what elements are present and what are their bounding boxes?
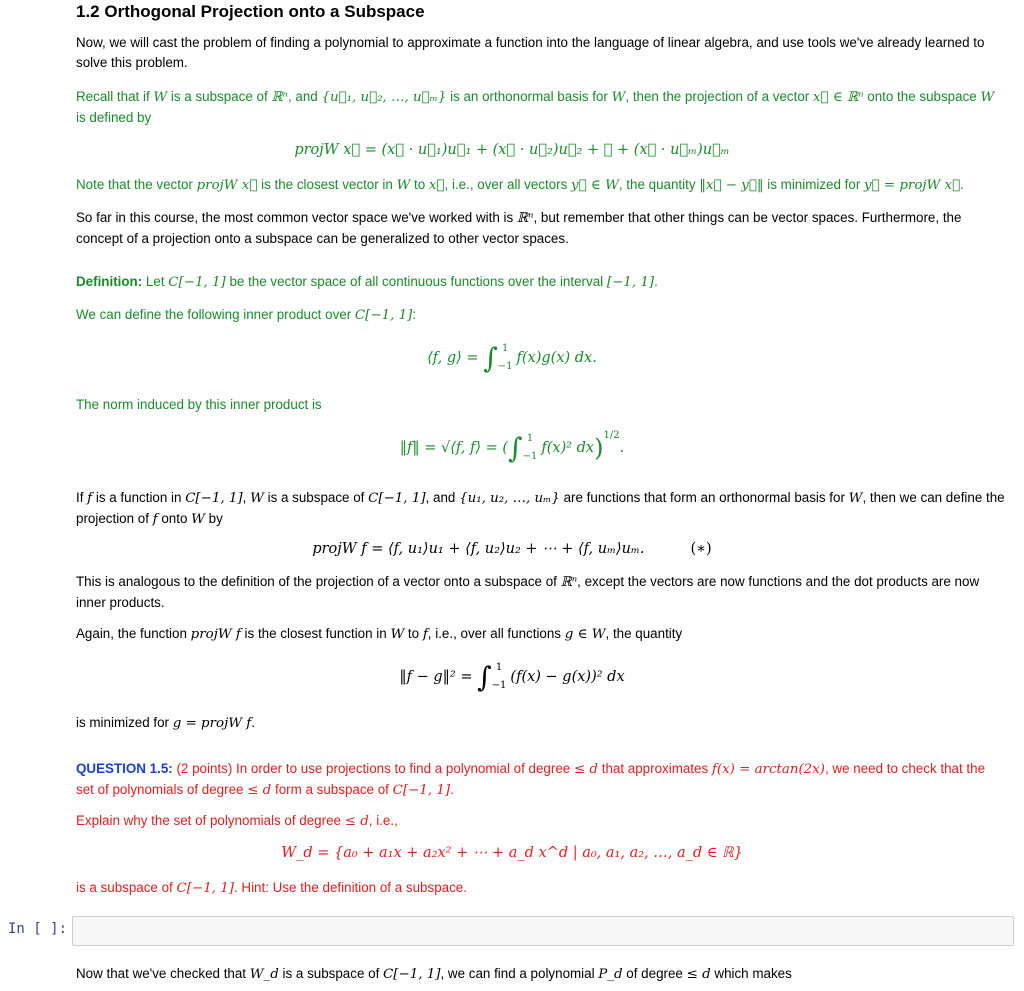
definition-math-2: [−1, 1] bbox=[606, 275, 655, 290]
recall-math-5: x⃗ ∈ ℝⁿ bbox=[812, 90, 864, 105]
analogous-paragraph bbox=[76, 572, 1006, 612]
definition-paragraph bbox=[76, 272, 1006, 293]
question-text-1: (2 points) In order to use projections to find a polynomial of degree bbox=[172, 761, 574, 776]
explain-text-1: Explain why the set of polynomials of degree bbox=[76, 813, 345, 828]
again-math-2: W bbox=[390, 627, 405, 642]
if-f-math-2: C[−1, 1] bbox=[185, 491, 243, 506]
recall-text-6: onto the subspace bbox=[863, 89, 981, 104]
eq-proj-vector-text: projW x⃗ = (x⃗ · u⃗₁)u⃗₁ + (x⃗ · u⃗₂)u⃗₂ + ⋯ + (x⃗ · u⃗ₘ)u⃗ₘ bbox=[294, 142, 730, 158]
eq-norm-end: . bbox=[619, 440, 625, 456]
intro-text: Now, we will cast the problem of finding a polynomial to approximate a function into the language of linear algebra, and use tools we've already learned to solve this problem. bbox=[76, 35, 985, 70]
now-that-text-1: Now that we've checked that bbox=[76, 966, 250, 981]
eq-distance-integrand: (f(x) − g(x))² dx bbox=[510, 669, 625, 685]
if-f-text-4: is a subspace of bbox=[263, 490, 369, 505]
equation-projection-function bbox=[0, 541, 1024, 557]
so-far-paragraph bbox=[76, 208, 1006, 248]
now-that-text-5: which makes bbox=[710, 966, 792, 981]
again-math-4: g ∈ W bbox=[564, 627, 606, 642]
now-that-math-4: ≤ d bbox=[686, 967, 711, 982]
note-text-2: is the closest vector in bbox=[257, 177, 397, 192]
recall-math-1: W bbox=[153, 90, 168, 105]
recall-text-3: , and bbox=[287, 89, 322, 104]
define-ip-text-2: : bbox=[412, 307, 417, 322]
if-f-paragraph bbox=[76, 488, 1006, 529]
so-far-text-1: So far in this course, the most common vector space we've worked with is bbox=[76, 210, 517, 225]
note-math-5: ‖x⃗ − y⃗‖ bbox=[699, 178, 764, 193]
note-text-6: is minimized for bbox=[763, 177, 865, 192]
minimized-text-1: is minimized for bbox=[76, 715, 173, 730]
eq-star-label: (∗) bbox=[690, 541, 712, 557]
code-cell-input[interactable] bbox=[72, 916, 1014, 946]
note-math-2: W bbox=[396, 178, 411, 193]
if-f-text-6: are functions that form an orthonormal basis for bbox=[559, 490, 849, 505]
minimized-paragraph bbox=[76, 713, 1006, 734]
eq-proj-function-text: projW f = ⟨f, u₁⟩u₁ + ⟨f, u₂⟩u₂ + ⋯ + ⟨f, uₘ⟩uₘ. bbox=[312, 541, 645, 557]
now-that-math-2: C[−1, 1] bbox=[383, 967, 441, 982]
definition-text-1: Let bbox=[142, 274, 169, 289]
recall-text-5: , then the projection of a vector bbox=[625, 89, 813, 104]
equation-distance bbox=[0, 659, 1024, 695]
note-text-3: to bbox=[410, 177, 429, 192]
integral-sign: ∫ bbox=[477, 660, 492, 694]
subspace-hint-paragraph bbox=[76, 878, 1006, 899]
if-f-text-8: onto bbox=[157, 510, 192, 526]
recall-text-1: Recall that if bbox=[76, 89, 154, 104]
intro-paragraph bbox=[76, 33, 1006, 72]
if-f-text-3: , bbox=[242, 490, 251, 505]
again-text-2: is the closest function in bbox=[240, 626, 391, 641]
question-text-4: form a subspace of bbox=[271, 781, 393, 797]
note-text-4: , i.e., over all vectors bbox=[444, 177, 572, 192]
now-that-text-4: of degree bbox=[622, 966, 687, 981]
definition-text-2: be the vector space of all continuous functions over the interval bbox=[225, 274, 607, 289]
note-math-4: y⃗ ∈ W bbox=[571, 178, 619, 193]
integral-upper-limit: 1 bbox=[495, 662, 503, 673]
note-math-1: projW x⃗ bbox=[196, 178, 258, 193]
again-text-1: Again, the function bbox=[76, 626, 191, 641]
definition-label: Definition: bbox=[76, 274, 143, 289]
eq-ip-integrand: f(x)g(x) dx. bbox=[516, 350, 597, 366]
if-f-math-7: f bbox=[152, 511, 158, 527]
eq-norm-close: ) bbox=[594, 434, 604, 462]
note-text-5: , the quantity bbox=[618, 177, 700, 192]
again-text-4: , i.e., over all functions bbox=[427, 626, 565, 641]
minimized-text-2: . bbox=[251, 715, 255, 730]
definition-math-1: C[−1, 1] bbox=[168, 275, 226, 290]
subspace-hint-text-2: . Hint: Use the definition of a subspace. bbox=[233, 880, 467, 895]
define-ip-math-1: C[−1, 1] bbox=[354, 308, 413, 323]
recall-math-3: {u⃗₁, u⃗₂, …, u⃗ₘ} bbox=[321, 90, 447, 105]
explain-paragraph bbox=[76, 811, 1006, 832]
again-text-5: , the quantity bbox=[605, 626, 683, 641]
define-ip-text-1: We can define the following inner product over bbox=[76, 307, 355, 322]
note-math-3: x⃗ bbox=[428, 178, 445, 193]
eq-ip-lhs: ⟨f, g⟩ = bbox=[427, 350, 484, 366]
cell-prompt: In [ ]: bbox=[8, 921, 68, 937]
if-f-math-8: W bbox=[191, 511, 205, 527]
question-math-4: C[−1, 1] bbox=[392, 782, 451, 798]
question-math-3: ≤ d bbox=[247, 782, 272, 798]
eq-norm-lhs: ‖f‖ = √⟨f, f⟩ = ( bbox=[399, 440, 509, 456]
integral-lower-limit: −1 bbox=[522, 451, 538, 462]
analogous-text-1: This is analogous to the definition of the projection of a vector onto a subspace of bbox=[76, 574, 561, 589]
equation-inner-product bbox=[0, 340, 1024, 376]
now-that-text-2: is a subspace of bbox=[278, 966, 384, 981]
explain-math-1: ≤ d bbox=[344, 814, 369, 829]
now-that-text-3: , we can find a polynomial bbox=[440, 966, 599, 981]
if-f-math-6: W bbox=[848, 491, 863, 506]
if-f-text-2: is a function in bbox=[92, 490, 186, 505]
recall-text-4: is an orthonormal basis for bbox=[446, 89, 612, 104]
equation-norm bbox=[0, 430, 1024, 466]
eq-norm-power: 1/2 bbox=[603, 430, 620, 441]
if-f-math-1: f bbox=[87, 491, 93, 506]
again-paragraph bbox=[76, 624, 1006, 645]
if-f-text-9: by bbox=[204, 510, 223, 526]
subspace-hint-text-1: is a subspace of bbox=[76, 880, 177, 895]
question-text-5: . bbox=[450, 781, 454, 797]
eq-distance-lhs: ‖f − g‖² = bbox=[399, 669, 478, 685]
now-that-paragraph bbox=[76, 964, 1006, 985]
subspace-hint-math-1: C[−1, 1] bbox=[176, 881, 234, 896]
again-math-3: f bbox=[422, 627, 428, 642]
analogous-text-2: , except the vectors are now functions and the dot products are now inner products. bbox=[76, 574, 980, 610]
analogous-math-1: ℝⁿ bbox=[560, 575, 578, 590]
definition-text-3: . bbox=[654, 274, 658, 289]
recall-math-4: W bbox=[611, 90, 626, 105]
question-text-3: , we need to check that the set of polynomials of degree bbox=[76, 761, 986, 797]
eq-wd-text: W_d = {a₀ + a₁x + a₂x² + ⋯ + a_d x^d | a₀, a₁, a₂, …, a_d ∈ ℝ} bbox=[281, 845, 743, 861]
question-paragraph bbox=[76, 759, 1006, 800]
question-math-1: ≤ d bbox=[573, 762, 598, 777]
note-text-7: . bbox=[960, 177, 964, 192]
note-paragraph bbox=[76, 175, 1006, 196]
explain-text-2: , i.e., bbox=[368, 813, 398, 828]
if-f-math-4: C[−1, 1] bbox=[368, 491, 426, 506]
define-inner-product-paragraph bbox=[76, 305, 1006, 326]
integral-sign: ∫ bbox=[508, 431, 523, 465]
recall-text-7: is defined by bbox=[76, 109, 152, 125]
eq-norm-integrand: f(x)² dx bbox=[541, 440, 595, 456]
if-f-text-7: , then we can define the projection of bbox=[76, 490, 1005, 526]
again-math-1: projW f bbox=[190, 627, 241, 642]
if-f-math-3: W bbox=[250, 491, 264, 506]
norm-text: The norm induced by this inner product is bbox=[76, 397, 322, 412]
note-math-6: y⃗ = projW x⃗ bbox=[864, 178, 961, 193]
integral-upper-limit: 1 bbox=[526, 433, 534, 444]
recall-text-2: is a subspace of bbox=[167, 89, 272, 104]
recall-paragraph bbox=[76, 87, 1006, 127]
equation-projection-vector bbox=[0, 142, 1024, 158]
question-math-2: f(x) = arctan(2x) bbox=[711, 762, 825, 777]
integral-lower-limit: −1 bbox=[491, 680, 507, 691]
if-f-text-5: , and bbox=[425, 490, 460, 505]
equation-wd bbox=[0, 845, 1024, 861]
norm-paragraph bbox=[76, 395, 1006, 415]
integral-sign: ∫ bbox=[483, 341, 498, 375]
if-f-text-1: If bbox=[76, 490, 88, 505]
recall-math-6: W bbox=[980, 90, 995, 105]
recall-math-2: ℝⁿ bbox=[271, 90, 288, 105]
now-that-math-1: W_d bbox=[249, 967, 279, 982]
minimized-math-1: g = projW f bbox=[172, 716, 252, 731]
so-far-text-2: , but remember that other things can be vector spaces. Furthermore, the concept of a projection onto a subspace can be generalized to other vector spaces. bbox=[76, 210, 962, 246]
so-far-math-1: ℝⁿ bbox=[516, 211, 534, 226]
note-text-1: Note that the vector bbox=[76, 177, 197, 192]
integral-upper-limit: 1 bbox=[501, 343, 509, 354]
question-label: QUESTION 1.5: bbox=[76, 761, 173, 776]
if-f-math-5: {u₁, u₂, …, uₘ} bbox=[459, 491, 560, 506]
question-text-2: that approximates bbox=[598, 761, 712, 776]
now-that-math-3: P_d bbox=[598, 967, 623, 982]
again-text-3: to bbox=[404, 626, 423, 641]
integral-lower-limit: −1 bbox=[497, 361, 513, 372]
section-title: 1.2 Orthogonal Projection onto a Subspace bbox=[76, 2, 425, 21]
